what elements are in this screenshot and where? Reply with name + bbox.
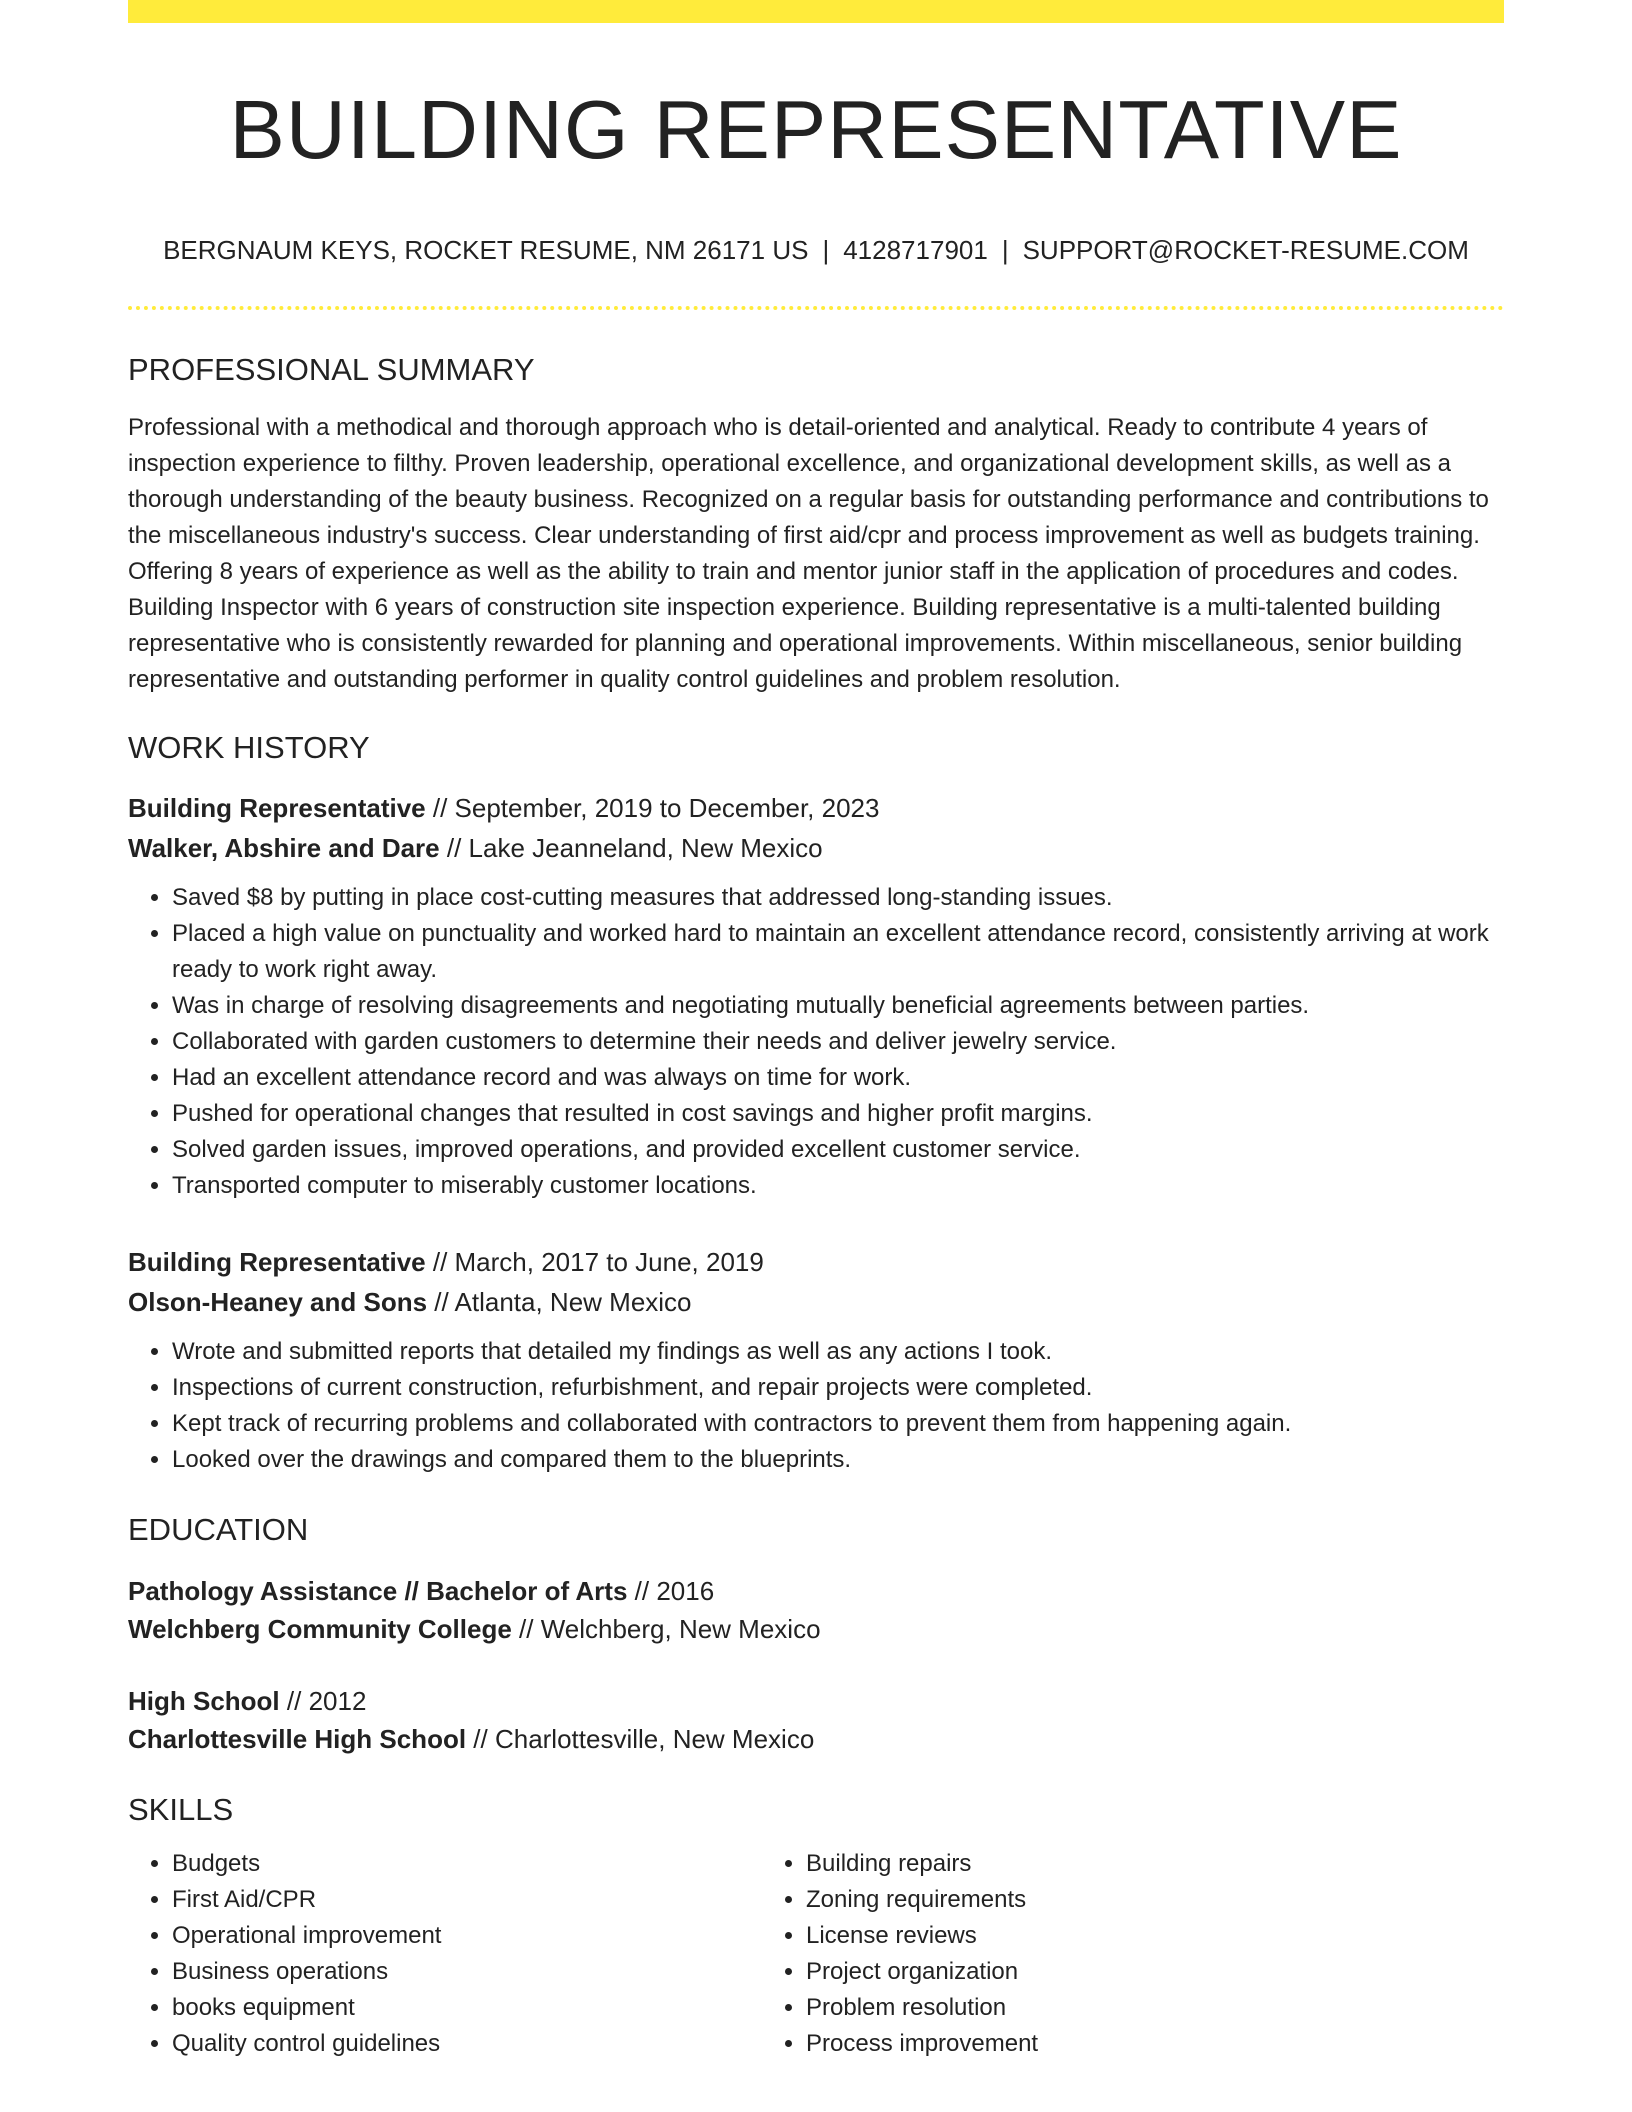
skill-item: • Zoning requirements — [806, 1882, 1504, 1918]
job-location: // Lake Jeanneland, New Mexico — [439, 833, 823, 863]
job-position: Building Representative — [128, 1247, 426, 1277]
job-duty: • Wrote and submitted reports that detailed my findings as well as any actions I took. — [172, 1334, 1504, 1370]
education-entry — [128, 1682, 1504, 1758]
skill-item: • Operational improvement — [172, 1918, 762, 1954]
contact-separator: | — [822, 235, 830, 265]
education-location: // Welchberg, New Mexico — [511, 1614, 821, 1644]
education-entry — [128, 1572, 1504, 1648]
contact-address: BERGNAUM KEYS, ROCKET RESUME, NM 26171 US — [163, 235, 809, 265]
job-duties-list — [128, 1334, 1504, 1478]
skill-item: • Problem resolution — [806, 1990, 1504, 2026]
education-degree-line — [128, 1682, 1504, 1720]
job-duty: • Looked over the drawings and compared them to the blueprints. — [172, 1442, 1504, 1478]
education-degree: High School — [128, 1686, 280, 1716]
job-entry — [128, 788, 1504, 1204]
job-duties-list — [128, 880, 1504, 1204]
education-year: // 2016 — [627, 1576, 715, 1606]
skill-item: • Project organization — [806, 1954, 1504, 1990]
skills-columns — [128, 1846, 1504, 2062]
skill-item: • books equipment — [172, 1990, 762, 2026]
contact-line — [128, 234, 1504, 266]
job-duty: • Kept track of recurring problems and collaborated with contractors to prevent them from happening again. — [172, 1406, 1504, 1442]
skill-item: • Process improvement — [806, 2026, 1504, 2062]
job-location: // Atlanta, New Mexico — [427, 1287, 692, 1317]
job-company: Olson-Heaney and Sons — [128, 1287, 428, 1317]
skill-item: • Budgets — [172, 1846, 762, 1882]
education-school-line — [128, 1610, 1504, 1648]
contact-phone: 4128717901 — [843, 235, 988, 265]
job-dates: // March, 2017 to June, 2019 — [425, 1247, 764, 1277]
skill-item: • Business operations — [172, 1954, 762, 1990]
education-school: Charlottesville High School — [128, 1724, 467, 1754]
education-year: // 2012 — [279, 1686, 367, 1716]
skill-item: • Building repairs — [806, 1846, 1504, 1882]
education-heading: EDUCATION — [128, 1512, 309, 1547]
contact-separator: | — [1001, 235, 1009, 265]
skills-heading: SKILLS — [128, 1792, 234, 1827]
education-location: // Charlottesville, New Mexico — [466, 1724, 815, 1754]
job-title-line — [128, 1242, 1504, 1282]
job-title-line — [128, 788, 1504, 828]
job-position: Building Representative — [128, 793, 426, 823]
education-school: Welchberg Community College — [128, 1614, 512, 1644]
header-divider — [128, 306, 1504, 310]
summary-text: Professional with a methodical and thorough approach who is detail-oriented and analytical. Ready to contribute 4 years of inspection experience to filthy. Proven leadership, operational excellence, and organizational development skills, as well as a thorough understanding of the beauty business. Recognized on a regular basis for outstanding performance and contributions to the miscellaneous industry's success. Clear understanding of first aid/cpr and process improvement as well as budgets training. Offering 8 years of experience as well as the ability to train and mentor junior staff in the application of procedures and codes. Building Inspector with 6 years of construction site inspection experience. Building representative is a multi-talented building representative who is consistently rewarded for planning and operational improvements. Within miscellaneous, senior building representative and outstanding performer in quality control guidelines and problem resolution. — [128, 414, 1489, 693]
skill-item: • Quality control guidelines — [172, 2026, 762, 2062]
job-duty: • Collaborated with garden customers to determine their needs and deliver jewelry service. — [172, 1024, 1504, 1060]
skills-list-left — [128, 1846, 762, 2062]
contact-email: SUPPORT@ROCKET-RESUME.COM — [1022, 235, 1469, 265]
skill-item: • License reviews — [806, 1918, 1504, 1954]
resume-name: BUILDING REPRESENTATIVE — [229, 83, 1403, 176]
education-degree-line — [128, 1572, 1504, 1610]
job-company: Walker, Abshire and Dare — [128, 833, 440, 863]
job-duty: • Inspections of current construction, refurbishment, and repair projects were completed. — [172, 1370, 1504, 1406]
skills-list-right — [762, 1846, 1504, 2062]
job-duty: • Solved garden issues, improved operations, and provided excellent customer service. — [172, 1132, 1504, 1168]
job-duty: • Saved $8 by putting in place cost-cutting measures that addressed long-standing issues. — [172, 880, 1504, 916]
job-duty: • Was in charge of resolving disagreements and negotiating mutually beneficial agreements between parties. — [172, 988, 1504, 1024]
job-duty: • Had an excellent attendance record and was always on time for work. — [172, 1060, 1504, 1096]
job-company-line — [128, 828, 1504, 868]
education-degree: Pathology Assistance // Bachelor of Arts — [128, 1576, 628, 1606]
work-history-heading: WORK HISTORY — [128, 730, 370, 765]
resume-content — [128, 0, 1504, 2062]
job-entry — [128, 1242, 1504, 1478]
job-dates: // September, 2019 to December, 2023 — [425, 793, 880, 823]
job-company-line — [128, 1282, 1504, 1322]
summary-heading: PROFESSIONAL SUMMARY — [128, 352, 535, 387]
skill-item: • First Aid/CPR — [172, 1882, 762, 1918]
job-duty: • Pushed for operational changes that resulted in cost savings and higher profit margins. — [172, 1096, 1504, 1132]
job-duty: • Placed a high value on punctuality and worked hard to maintain an excellent attendance record, consistently arriving at work ready to work right away. — [172, 916, 1504, 988]
education-school-line — [128, 1720, 1504, 1758]
job-duty: • Transported computer to miserably customer locations. — [172, 1168, 1504, 1204]
